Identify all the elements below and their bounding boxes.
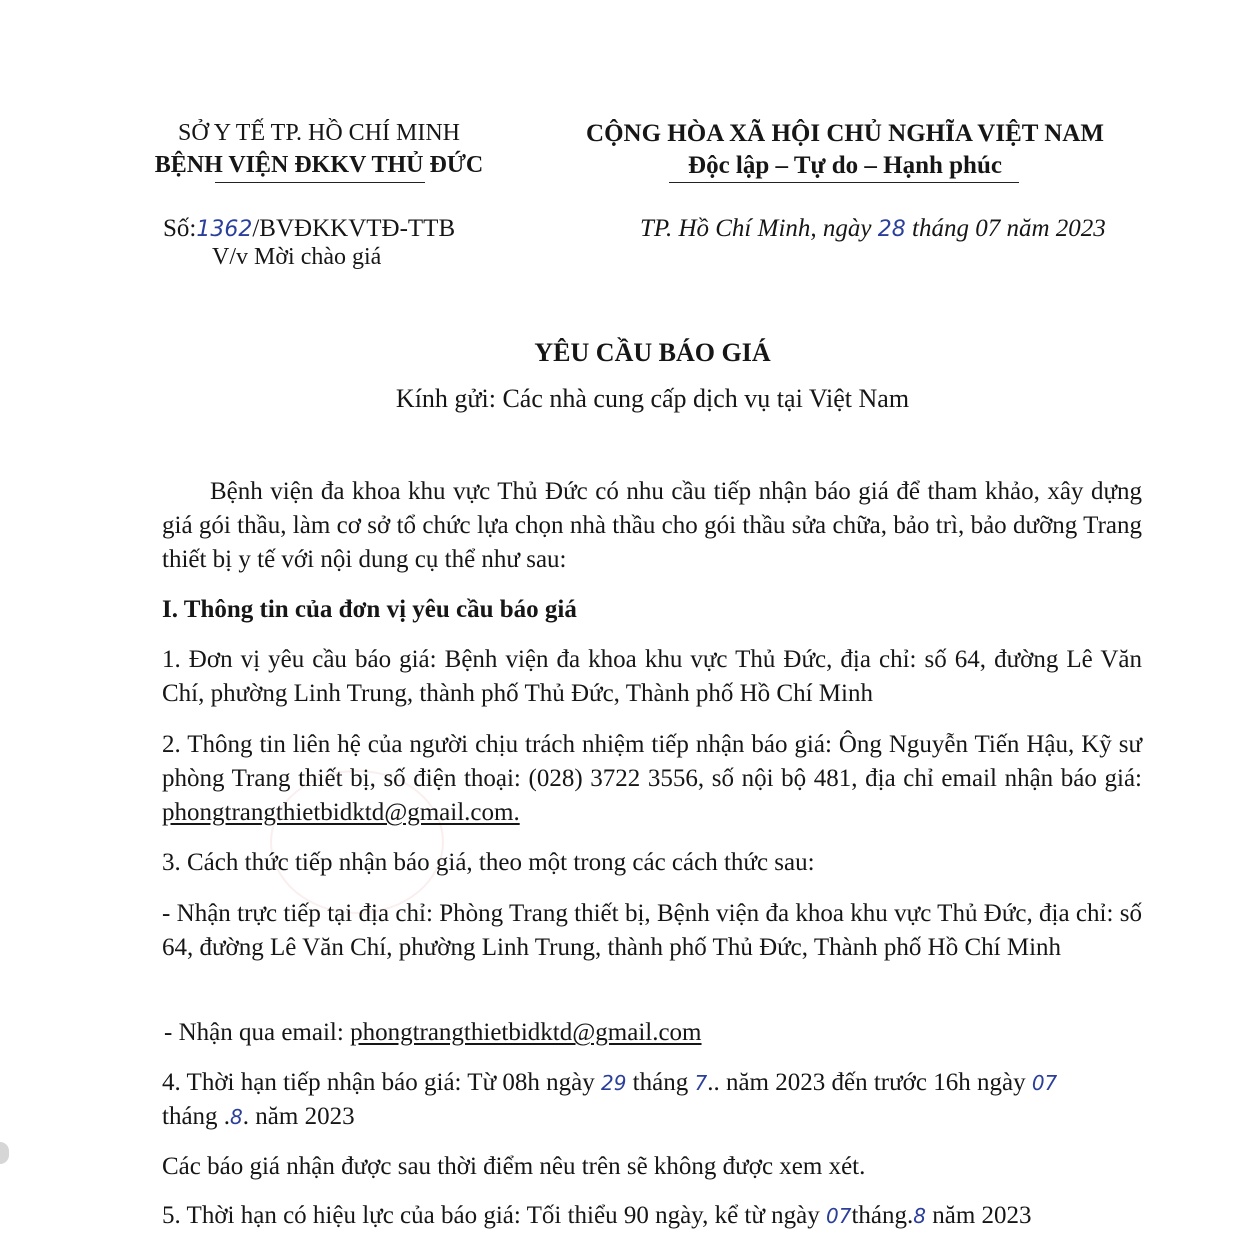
item5-hw-month: 8 xyxy=(913,1204,926,1228)
date-prefix: TP. Hồ Chí Minh, ngày xyxy=(640,215,872,242)
item2-text: 2. Thông tin liên hệ của người chịu trách nhiệm tiếp nhận báo giá: Ông Nguyễn Tiến Hậu, Kỹ sư phòng Trang thiết bị, số điện thoại: (028) 3722 3556, số nội bộ 481, địa chỉ email nhận báo giá: xyxy=(162,731,1142,792)
scan-punch-hole xyxy=(0,1142,9,1164)
section1-heading: I. Thông tin của đơn vị yêu cầu báo giá xyxy=(162,596,577,623)
item4-hw-day-from: 29 xyxy=(600,1071,627,1095)
item5-part1: 5. Thời hạn có hiệu lực của báo giá: Tối thiểu 90 ngày, kể từ ngày xyxy=(162,1202,820,1229)
agency-line1: SỞ Y TẾ TP. HỒ CHÍ MINH xyxy=(177,120,461,146)
doc-no-suffix: /BVĐKKVTĐ-TTB xyxy=(252,215,456,242)
item4-paragraph xyxy=(162,1066,1142,1134)
item4-hw-month-to: 8 xyxy=(230,1105,243,1129)
item2-paragraph xyxy=(162,728,1142,830)
document-date xyxy=(640,212,1106,246)
item1-paragraph: 1. Đơn vị yêu cầu báo giá: Bệnh viện đa khoa khu vực Thủ Đức, địa chỉ: số 64, đường Lê Văn Chí, phường Linh Trung, thành phố Thủ Đức, Thành phố Hồ Chí Minh xyxy=(162,646,1142,707)
item3-email-prefix: - Nhận qua email: xyxy=(164,1019,351,1046)
item5-part2: tháng. xyxy=(851,1202,914,1229)
doc-no-prefix: Số: xyxy=(163,215,197,242)
late-note: Các báo giá nhận được sau thời điểm nêu trên sẽ không được xem xét. xyxy=(162,1153,866,1180)
motto-underline xyxy=(669,182,1019,183)
item4-part4: tháng . xyxy=(162,1103,231,1130)
nation-line1: CỘNG HÒA XÃ HỘI CHỦ NGHĨA VIỆT NAM xyxy=(586,120,1104,147)
intro-paragraph: Bệnh viện đa khoa khu vực Thủ Đức có nhu cầu tiếp nhận báo giá để tham khảo, xây dựng giá gói thầu, làm cơ sở tổ chức lựa chọn nhà thầu cho gói thầu sửa chữa, bảo trì, bảo dưỡng Trang thiết bị y tế với nội dung cụ thể như sau: xyxy=(162,478,1142,573)
date-suffix: tháng 07 năm 2023 xyxy=(912,215,1106,242)
doc-no-handwritten: 1362 xyxy=(196,217,253,242)
item2-email-link[interactable]: phongtrangthietbidktd@gmail.com. xyxy=(162,799,520,826)
date-day-handwritten: 28 xyxy=(877,217,906,242)
item4-part1: 4. Thời hạn tiếp nhận báo giá: Từ 08h ngày xyxy=(162,1069,595,1096)
document-number xyxy=(163,212,455,246)
item3-direct-paragraph: - Nhận trực tiếp tại địa chỉ: Phòng Trang thiết bị, Bệnh viện đa khoa khu vực Thủ Đức, địa chỉ: số 64, đường Lê Văn Chí, phường Linh Trung, thành phố Thủ Đức, Thành phố Hồ Chí Minh xyxy=(162,900,1142,961)
item4-part5: . năm 2023 xyxy=(242,1103,355,1130)
item4-hw-day-to: 07 xyxy=(1031,1071,1058,1095)
agency-line2: BỆNH VIỆN ĐKKV THỦ ĐỨC xyxy=(154,152,484,178)
agency-underline xyxy=(215,182,425,183)
item3-email-link[interactable]: phongtrangthietbidktd@gmail.com xyxy=(350,1019,702,1046)
item5-part3: năm 2023 xyxy=(932,1202,1032,1229)
item3-paragraph: 3. Cách thức tiếp nhận báo giá, theo một trong các cách thức sau: xyxy=(162,849,815,876)
item4-part2: tháng xyxy=(632,1069,689,1096)
document-subject: V/v Mời chào giá xyxy=(212,244,382,270)
recipient-line: Kính gửi: Các nhà cung cấp dịch vụ tại Việt Nam xyxy=(395,384,910,413)
item4-hw-month-from: 7 xyxy=(694,1071,708,1095)
document-title: YÊU CẦU BÁO GIÁ xyxy=(534,338,771,367)
item5-hw-day: 07 xyxy=(826,1204,852,1228)
item3-email-paragraph xyxy=(164,1016,1144,1050)
nation-line2: Độc lập – Tự do – Hạnh phúc xyxy=(688,152,1002,179)
item4-part3: .. năm 2023 đến trước 16h ngày xyxy=(707,1069,1026,1096)
item5-paragraph xyxy=(162,1199,1142,1233)
